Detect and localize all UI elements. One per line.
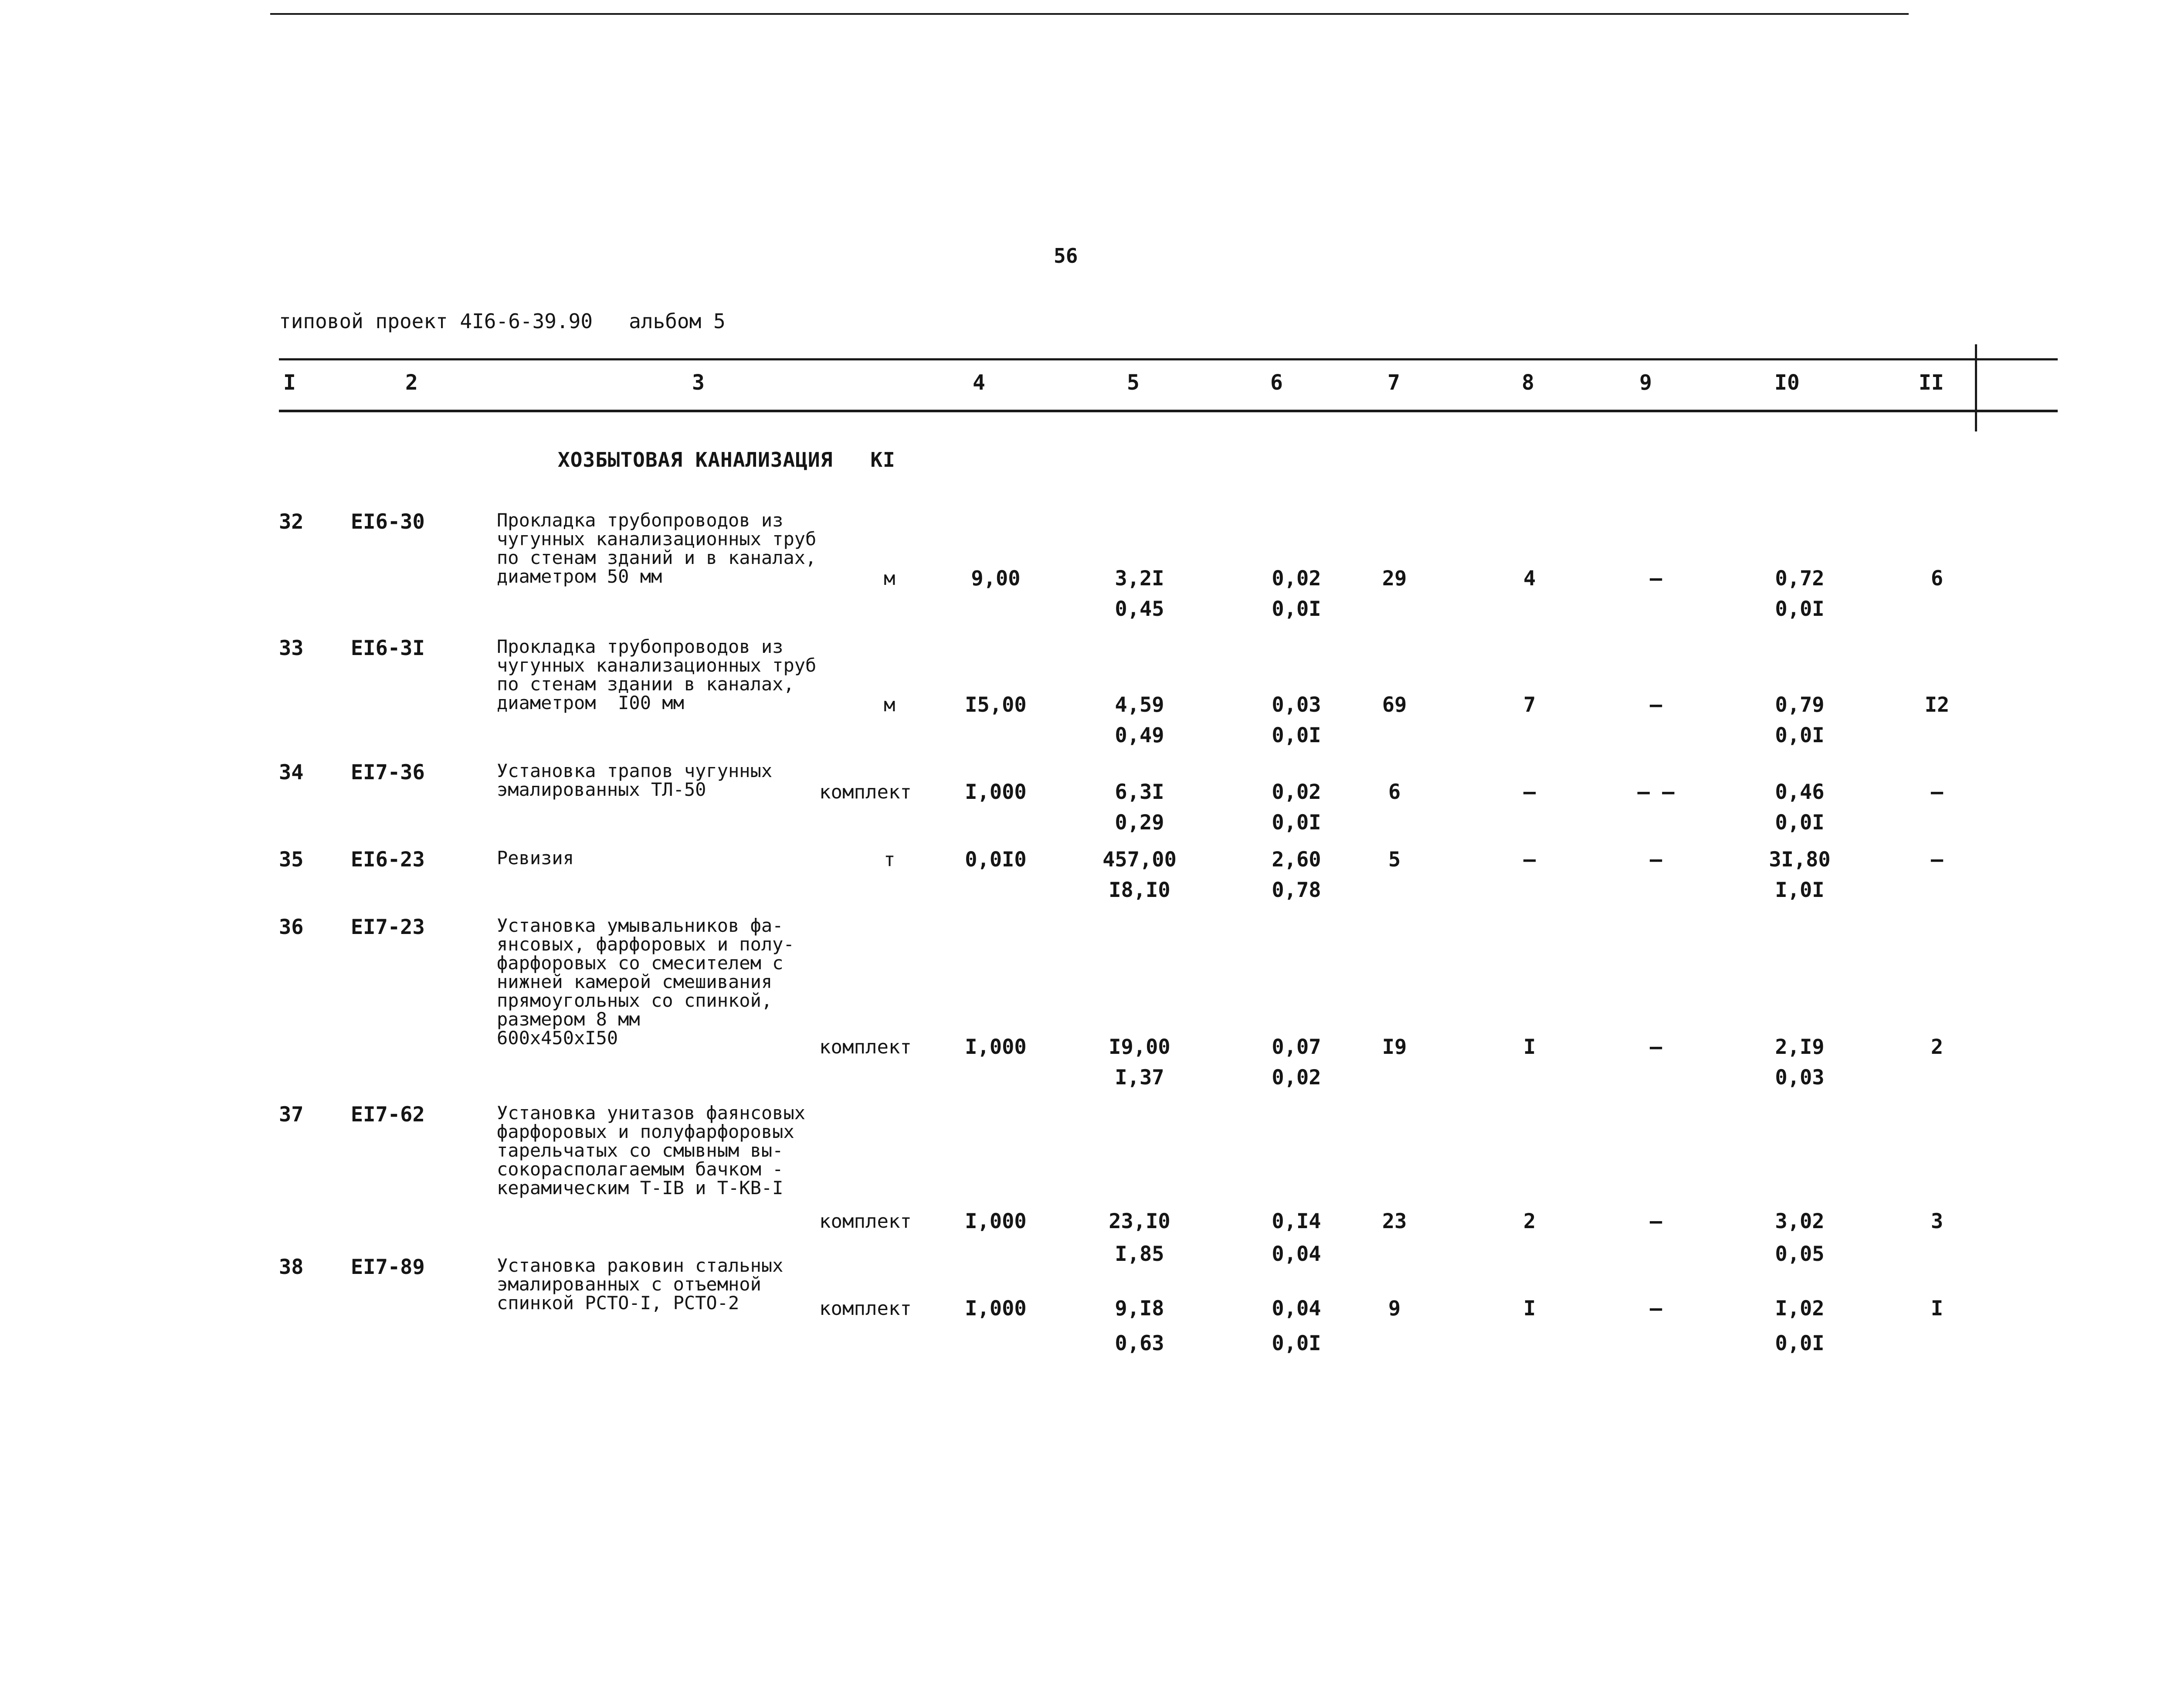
column-number: 3 <box>692 370 705 395</box>
col10-value: 0,79 <box>1775 693 1825 717</box>
row-number: 38 <box>279 1255 304 1279</box>
row-number: 35 <box>279 848 304 872</box>
column-number: 4 <box>973 370 985 395</box>
col10-subvalue: I,0I <box>1775 878 1825 902</box>
description-line: прямоугольных со спинкой, <box>497 990 773 1011</box>
col10-value: 0,46 <box>1775 780 1825 804</box>
col8-value: 7 <box>1523 693 1536 717</box>
col6-subvalue: 0,0I <box>1272 1331 1321 1355</box>
col5-subvalue: 0,63 <box>1115 1331 1164 1355</box>
col11-value: – <box>1930 848 1944 872</box>
col11-value: I2 <box>1924 693 1950 717</box>
col5-value: 3,2I <box>1115 567 1164 591</box>
description-line: Установка унитазов фаянсовых <box>497 1102 806 1124</box>
col11-value: 3 <box>1930 1209 1944 1233</box>
unit-of-measure: т <box>884 849 896 871</box>
table-header-bottom-rule <box>279 410 2058 412</box>
section-title: ХОЗБЫТОВАЯ КАНАЛИЗАЦИЯ КI <box>558 448 896 472</box>
description-line: по стенам зданий и в каналах, <box>497 547 817 568</box>
col5-value: I9,00 <box>1109 1035 1170 1059</box>
row-number: 36 <box>279 915 304 939</box>
col6-value: 0,03 <box>1272 693 1321 717</box>
column-number: I <box>283 370 296 395</box>
quantity: I,000 <box>965 780 1027 804</box>
work-description <box>497 761 772 799</box>
work-description <box>497 1256 783 1312</box>
top-rule <box>270 13 1909 15</box>
col6-subvalue: 0,0I <box>1272 597 1321 621</box>
rate-code: ЕI6-3I <box>351 636 425 660</box>
col5-subvalue: 0,29 <box>1115 811 1164 835</box>
col11-value: I <box>1930 1297 1944 1321</box>
work-description <box>497 637 816 712</box>
unit-of-measure: м <box>884 694 896 716</box>
column-number: 8 <box>1522 370 1534 395</box>
col5-subvalue: 0,49 <box>1115 723 1164 747</box>
rate-code: ЕI6-30 <box>351 510 425 534</box>
col8-value: I <box>1523 1297 1536 1321</box>
unit-of-measure: комплект <box>819 1297 912 1320</box>
col6-value: 2,60 <box>1272 848 1321 872</box>
table-header-top-rule <box>279 358 2058 360</box>
col10-value: 3,02 <box>1775 1209 1825 1233</box>
col10-subvalue: 0,0I <box>1775 597 1825 621</box>
col7-value: 69 <box>1382 693 1407 717</box>
col6-subvalue: 0,78 <box>1272 878 1321 902</box>
col10-value: 3I,80 <box>1769 848 1831 872</box>
col8-value: I <box>1523 1035 1536 1059</box>
col6-value: 0,02 <box>1272 567 1321 591</box>
col6-subvalue: 0,04 <box>1272 1242 1321 1266</box>
col10-value: I,02 <box>1775 1297 1825 1321</box>
col6-value: 0,02 <box>1272 780 1321 804</box>
description-line: керамическим Т-IВ и Т-КВ-I <box>497 1177 784 1199</box>
description-line: по стенам здании в каналах, <box>497 673 794 695</box>
quantity: I,000 <box>965 1209 1027 1233</box>
description-line: фарфоровых и полуфарфоровых <box>497 1121 794 1142</box>
col5-value: 23,I0 <box>1109 1209 1170 1233</box>
description-line: тарельчатых со смывным вы- <box>497 1140 784 1161</box>
work-description <box>497 849 574 867</box>
unit-of-measure: комплект <box>819 1210 912 1233</box>
col7-value: 5 <box>1388 848 1401 872</box>
col11-value: – <box>1930 780 1944 804</box>
col6-value: 0,04 <box>1272 1297 1321 1321</box>
col9-value: – <box>1649 567 1662 591</box>
row-number: 33 <box>279 636 304 660</box>
unit-of-measure: м <box>884 567 896 590</box>
col6-subvalue: 0,0I <box>1272 723 1321 747</box>
col7-value: 23 <box>1382 1209 1407 1233</box>
unit-of-measure: комплект <box>819 1036 912 1058</box>
description-line: диаметром 50 мм <box>497 566 662 587</box>
col7-value: 6 <box>1388 780 1401 804</box>
description-line: Ревизия <box>497 847 574 869</box>
column-number: 7 <box>1387 370 1400 395</box>
quantity: I5,00 <box>965 693 1027 717</box>
col10-value: 2,I9 <box>1775 1035 1825 1059</box>
quantity: 9,00 <box>971 567 1021 591</box>
quantity: I,000 <box>965 1035 1027 1059</box>
col9-value: – <box>1649 848 1662 872</box>
col9-value: – <box>1649 1209 1662 1233</box>
row-number: 37 <box>279 1103 304 1127</box>
column-number: 9 <box>1639 370 1652 395</box>
col6-subvalue: 0,0I <box>1272 811 1321 835</box>
description-line: сокорасполагаемым бачком - <box>497 1158 784 1180</box>
description-line: нижней камерой смешивания <box>497 971 773 992</box>
rate-code: ЕI7-89 <box>351 1255 425 1279</box>
rate-code: ЕI7-23 <box>351 915 425 939</box>
row-number: 32 <box>279 510 304 534</box>
description-line: размером 8 мм <box>497 1009 640 1030</box>
description-line: диаметром I00 мм <box>497 692 684 713</box>
description-line: фарфоровых со смесителем с <box>497 952 784 974</box>
col10-subvalue: 0,0I <box>1775 811 1825 835</box>
quantity: 0,0I0 <box>965 848 1027 872</box>
col11-value: 2 <box>1930 1035 1944 1059</box>
description-line: эмалированных ТЛ-50 <box>497 779 706 800</box>
rate-code: ЕI6-23 <box>351 848 425 872</box>
page-number: 56 <box>1054 244 1078 268</box>
col9-value: – – <box>1637 780 1675 804</box>
col5-value: 4,59 <box>1115 693 1164 717</box>
col6-value: 0,I4 <box>1272 1209 1321 1233</box>
col10-subvalue: 0,05 <box>1775 1242 1825 1266</box>
quantity: I,000 <box>965 1297 1027 1321</box>
col5-subvalue: I8,I0 <box>1109 878 1170 902</box>
table-right-border <box>1975 344 1977 431</box>
document-header: типовой проект 4I6-6-39.90 альбом 5 <box>279 309 726 333</box>
col9-value: – <box>1649 1035 1662 1059</box>
description-line: чугунных канализационных труб <box>497 655 817 676</box>
col9-value: – <box>1649 693 1662 717</box>
unit-of-measure: комплект <box>819 781 912 803</box>
column-number: 2 <box>405 370 418 395</box>
description-line: Прокладка трубопроводов из <box>497 636 784 657</box>
description-line: Установка трапов чугунных <box>497 760 773 781</box>
work-description <box>497 916 794 1047</box>
col7-value: 29 <box>1382 567 1407 591</box>
description-line: эмалированных с отъемной <box>497 1273 761 1295</box>
description-line: Установка умывальников фа- <box>497 915 784 936</box>
description-line: Установка раковин стальных <box>497 1255 784 1276</box>
description-line: янсовых, фарфоровых и полу- <box>497 934 794 955</box>
column-number: II <box>1919 370 1944 395</box>
col5-value: 457,00 <box>1102 848 1177 872</box>
col10-subvalue: 0,0I <box>1775 1331 1825 1355</box>
work-description <box>497 511 816 586</box>
col5-value: 6,3I <box>1115 780 1164 804</box>
col10-subvalue: 0,0I <box>1775 723 1825 747</box>
description-line: Прокладка трубопроводов из <box>497 509 784 531</box>
col8-value: – <box>1523 848 1536 872</box>
col7-value: I9 <box>1382 1035 1407 1059</box>
rate-code: ЕI7-36 <box>351 761 425 784</box>
rate-code: ЕI7-62 <box>351 1103 425 1127</box>
col5-subvalue: I,85 <box>1115 1242 1164 1266</box>
col8-value: 2 <box>1523 1209 1536 1233</box>
col6-value: 0,07 <box>1272 1035 1321 1059</box>
col7-value: 9 <box>1388 1297 1401 1321</box>
col5-subvalue: I,37 <box>1115 1066 1164 1090</box>
col5-subvalue: 0,45 <box>1115 597 1164 621</box>
col8-value: 4 <box>1523 567 1536 591</box>
column-number: 5 <box>1127 370 1140 395</box>
description-line: спинкой РСТО-I, РСТО-2 <box>497 1292 739 1314</box>
col6-subvalue: 0,02 <box>1272 1066 1321 1090</box>
col10-subvalue: 0,03 <box>1775 1066 1825 1090</box>
col8-value: – <box>1523 780 1536 804</box>
col11-value: 6 <box>1930 567 1944 591</box>
col9-value: – <box>1649 1297 1662 1321</box>
column-number: 6 <box>1270 370 1283 395</box>
work-description <box>497 1104 805 1197</box>
description-line: 600х450хI50 <box>497 1027 618 1049</box>
row-number: 34 <box>279 761 304 784</box>
col5-value: 9,I8 <box>1115 1297 1164 1321</box>
description-line: чугунных канализационных труб <box>497 528 817 550</box>
col10-value: 0,72 <box>1775 567 1825 591</box>
column-number: I0 <box>1774 370 1800 395</box>
